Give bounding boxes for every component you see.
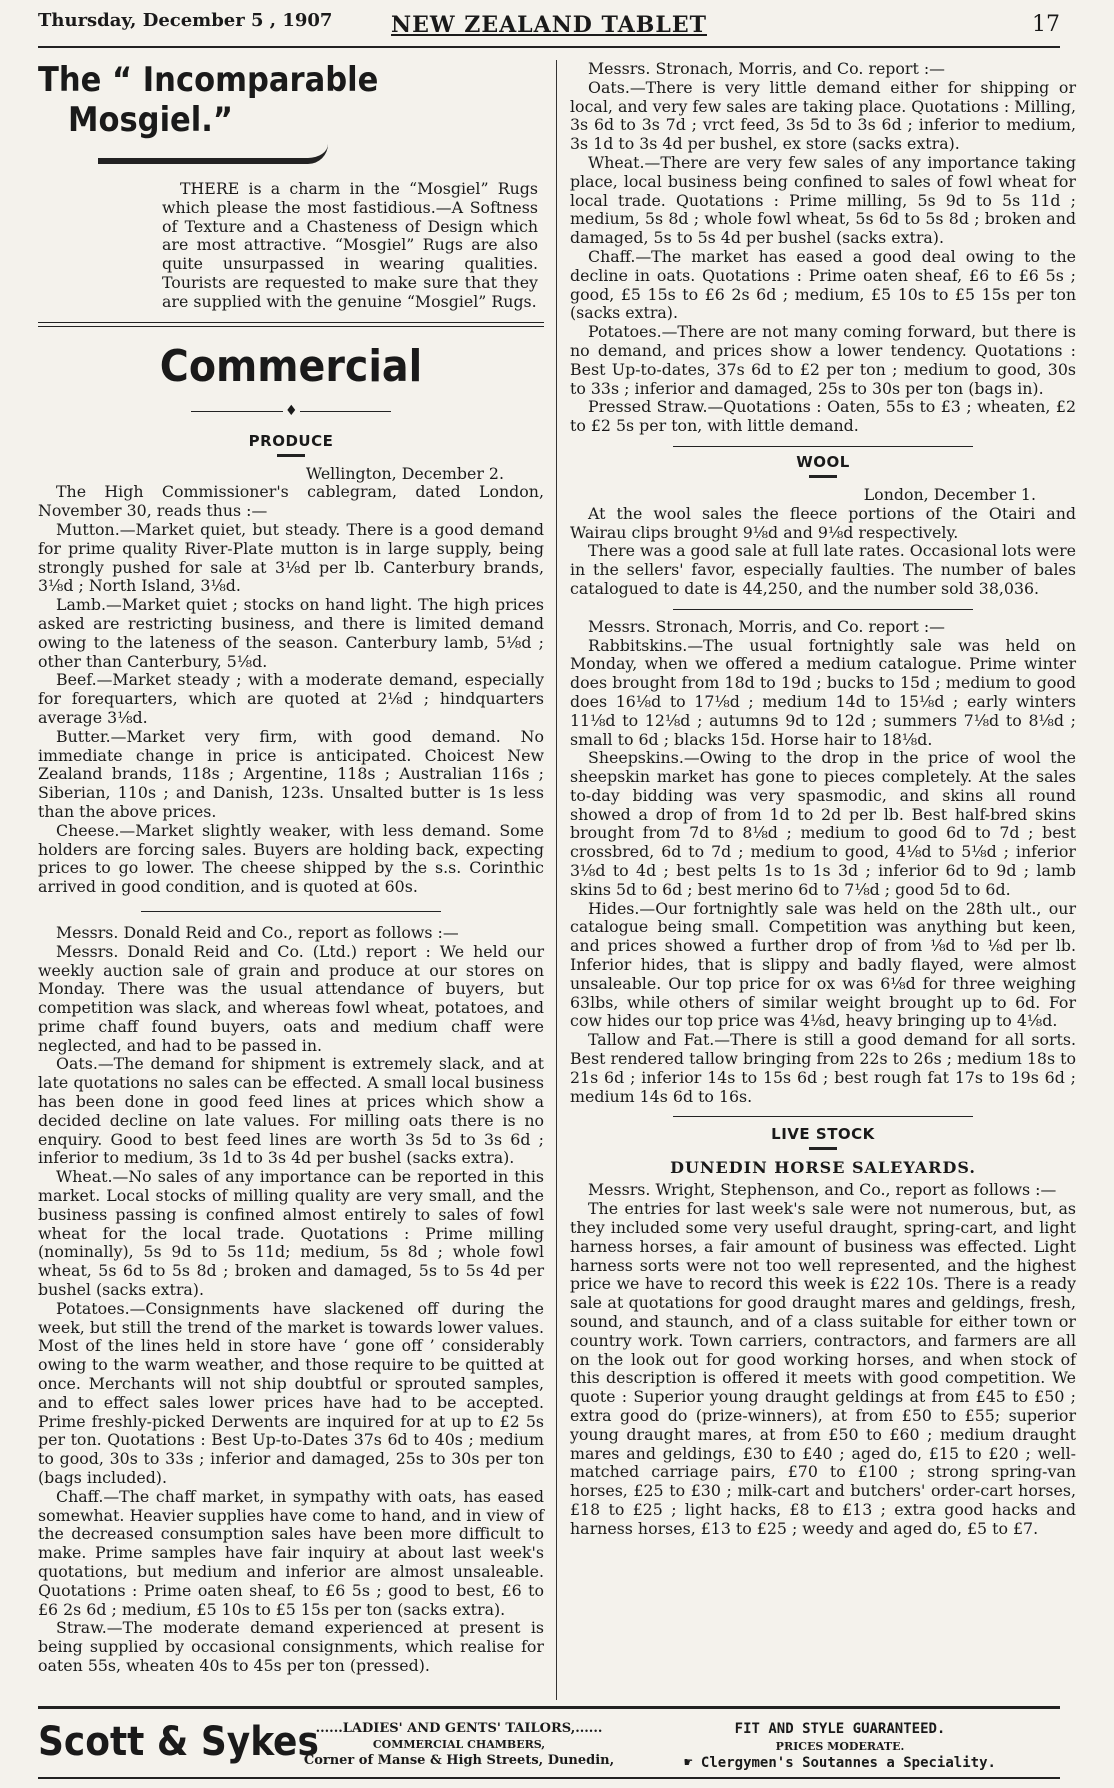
stronach-paragraph: Tallow and Fat.—There is still a good demand for all sorts. Best rendered tallow bringing from 22s to 26s ; medium 18s to 21s 6d ; inferior 14s to 15s 6d ; best rough fat 17s to 19s 6d ; medium 14s 6d to 16s. — [570, 1030, 1076, 1106]
reid-paragraph: Oats.—The demand for shipment is extremely slack, and at late quotations no sales can be effected. A small local business has been done in good feed lines at prices which show a decided decline on late values. For milling oats there is no enquiry. Good to best feed lines are worth 3s 5d to 3s 6d ; inferior to medium, 3s 1d to 3s 4d per bushel (sacks extra). — [38, 1054, 544, 1168]
right-column — [570, 60, 1076, 1539]
section-rule — [38, 322, 544, 327]
diamond-ornament: ♦ — [285, 402, 298, 419]
reid-paragraph: Messrs. Donald Reid and Co. (Ltd.) report : We held our weekly auction sale of grain and produce at our stores on Monday. There was the usual attendance of buyers, but competition was slack, and whereas fowl wheat, potatoes, and prime chaff found buyers, oats and medium chaff were neglected, and had to be passed in. — [38, 941, 544, 1055]
wright-heading: Messrs. Wright, Stephenson, and Co., report as follows :— — [588, 1180, 1057, 1200]
reid-paragraph: Potatoes.—Consignments have slackened off during the week, but still the trend of the market is towards lower values. Most of the lines held in store have ‘ gone off ’ considerably owing to the warm weather, and those require to be quitted at once. Merchants will not ship doubtful or sprouted samples, and to effect sales lower prices have had to be accepted. Prime freshly-picked Derwents are inquired for at up to £2 5s per ton. Quotations : Best Up-to-Dates 37s 6d to 40s ; medium to good, 30s to 33s ; inferior and damaged, 25s to 30s per ton (bags included). — [38, 1298, 544, 1488]
reid-paragraph: Straw.—The moderate demand experienced at present is being supplied by occasional consignments, which realise for oaten 55s, wheaten 40s to 45s per ton (pressed). — [38, 1618, 544, 1675]
issue-date: Thursday, December 5 , 1907 — [38, 10, 333, 31]
saleyards-heading: DUNEDIN HORSE SALEYARDS. — [670, 1158, 976, 1178]
stronach-paragraph: Chaff.—The market has eased a good deal owing to the decline in oats. Quotations : Prime oaten sheaf, £6 to £6 5s ; good, £5 15s to £6 2s 6d ; medium, £5 10s to £5 15s per ton (sacks extra). — [570, 246, 1076, 323]
wool-paragraph: There was a good sale at full late rates. Occasional lots were in the sellers' favor, especially faulties. The number of bales catalogued to date is 44,250, and the number sold 38,036. — [570, 541, 1076, 598]
mosgiel-title-line1: The “ Incomparable — [38, 60, 379, 100]
stronach-paragraph: Pressed Straw.—Quotations : Oaten, 55s to £3 ; wheaten, £2 to £2 5s per ton, with little demand. — [570, 397, 1076, 436]
produce-paragraph: The High Commissioner's cablegram, dated London, November 30, reads thus :— — [38, 482, 544, 521]
speciality-line: ☛ Clergymen's Soutannes a Speciality. — [684, 1755, 996, 1771]
reid-paragraph: Wheat.—No sales of any importance can be reported in this market. Local stocks of milling quality are very small, and the business passing is confined almost entirely to sales of fowl wheat for the local trade. Quotations : Prime milling (nominally), 5s 9d to 5s 11d; medium, 5s 8d ; whole fowl wheat, 5s 6d to 5s 8d ; broken and damaged, 5s to 5s 4d per bushel (sacks extra). — [38, 1167, 544, 1300]
heading-bar — [809, 1147, 837, 1150]
stronach-paragraph: Sheepskins.—Owing to the drop in the price of wool the sheepskin market has gone to pieces completely. At the sales to-day bidding was very spasmodic, and skins all round showed a drop of from 1d to 2d per lb. Best half-bred skins brought from 7d to 8⅛d ; medium to good 6d to 7d ; best crossbred, 6d to 7d ; medium to good, 4⅛d to 5⅛d ; inferior 3⅛d to 4d ; best pelts 1s to 1s 3d ; inferior 6d to 9d ; lamb skins 5d to 6d ; best merino 6d to 7⅛d ; good 5d to 6d. — [570, 748, 1076, 899]
stronach-paragraph: Wheat.—There are very few sales of any importance taking place, local business being confined to sales of fowl wheat for local trade. Quotations : Prime milling, 5s 9d to 5s 11d ; medium, 5s 8d ; whole fowl wheat, 5s 6d to 5s 8d ; broken and damaged, 5s to 5s 4d per bushel (sacks extra). — [570, 152, 1076, 248]
reid-heading: Messrs. Donald Reid and Co., report as follows :— — [56, 922, 459, 942]
tailor-address — [294, 1721, 624, 1769]
wool-paragraph: At the wool sales the fleece portions of the Otairi and Wairau clips brought 9⅛d and 9⅛d respectively. — [570, 503, 1076, 542]
wool-dateline: London, December 1. — [863, 484, 1036, 504]
commercial-heading: Commercial — [159, 340, 423, 392]
wright-paragraph: The entries for last week's sale were not numerous, but, as they included some very useful draught, spring-cart, and light harness horses, a fair amount of business was effected. Light harness sorts were not too well represented, and the highest price we have to record this week is £22 10s. There is a ready sale at quotations for good draught mares and geldings, fresh, sound, and staunch, and of a class suitable for either town or country work. Town carriers, contractors, and farmers are all on the look out for good working horses, and when stock of this description is offered it meets with good competition. We quote : Superior young draught geldings at from £45 to £50 ; extra good do (prize-winners), at from £50 to £55; superior young draught mares, at from £50 to £60 ; medium draught mares and geldings, £30 to £40 ; aged do, £15 to £20 ; well-matched carriage pairs, £70 to £100 ; strong spring-van horses, £25 to £30 ; milk-cart and butchers' order-cart horses, £18 to £25 ; light hacks, £8 to £13 ; extra good hacks and harness horses, £13 to £25 ; weedy and aged do, £5 to £7. — [570, 1199, 1076, 1538]
produce-paragraph: Lamb.—Market quiet ; stocks on hand light. The high prices asked are restricting business, and there is limited demand owing to the lateness of the season. Canterbury lamb, 5⅛d ; other than Canterbury, 5⅛d. — [38, 595, 544, 671]
page-header — [38, 8, 1060, 48]
diamond-rule — [191, 402, 391, 420]
heading-bar — [277, 454, 305, 457]
footer-rule — [38, 1777, 1060, 1779]
footer-advertisement — [38, 1706, 1060, 1779]
slogan-line: FIT AND STYLE GUARANTEED. — [734, 1721, 946, 1737]
heading-bar — [809, 475, 837, 478]
produce-paragraph: Cheese.—Market slightly weaker, with less demand. Some holders are forcing sales. Buyers are holding back, expecting prices to go lower. The cheese shipped by the s.s. Corinthic arrived in good condition, and is quoted at 60s. — [38, 820, 544, 897]
stronach-paragraph: Potatoes.—There are not many coming forward, but there is no demand, and prices show a lower tendency. Quotations : Best Up-to-dates, 37s 6d to £2 per ton ; medium to good, 30s to 33s ; inferior and damaged, 25s to 30s per ton (bags in). — [570, 322, 1076, 398]
stronach-paragraph: Hides.—Our fortnightly sale was held on the 28th ult., our catalogue being small. Competition was anything but keen, and prices showed a further drop of from ⅛d to ⅛d per lb. Inferior hides, that is slippy and badly flayed, were almost unsaleable. Our top price for ox was 6⅛d for three weighing 63lbs, while others of similar weight brought up to 6d. For cow hides our top price was 4⅛d, heavy bringing up to 4⅛d. — [570, 898, 1076, 1031]
produce-paragraph: Beef.—Market steady ; with a moderate demand, especially for forequarters, which are quoted at 2⅛d ; hindquarters average 3⅛d. — [38, 670, 544, 727]
mosgiel-advertisement — [38, 60, 544, 312]
address-line: Corner of Manse & High Streets, Dunedin, — [303, 1753, 615, 1768]
section-rule — [141, 911, 441, 912]
produce-dateline: Wellington, December 2. — [305, 463, 504, 483]
tailor-slogan — [620, 1721, 1060, 1772]
brand-name: Scott & Sykes — [38, 1719, 319, 1765]
livestock-heading: LIVE STOCK — [771, 1125, 875, 1144]
mosgiel-title-line2: Mosgiel.” — [68, 100, 234, 140]
section-rule — [673, 609, 973, 610]
produce-paragraph: Butter.—Market very firm, with good demand. No immediate change in price is anticipated. Choicest New Zealand brands, 118s ; Argentine, 118s ; Australian 116s ; Siberian, 110s ; and Danish, 123s. Unsalted butter is 1s less than the above prices. — [38, 726, 544, 821]
tailor-line: ......LADIES' AND GENTS' TAILORS,...... — [315, 1721, 603, 1736]
stronach-heading: Messrs. Stronach, Morris, and Co. report :— — [588, 59, 945, 78]
stronach-heading: Messrs. Stronach, Morris, and Co. report :— — [588, 616, 945, 636]
left-column — [38, 60, 544, 1676]
title-swoosh — [98, 144, 328, 164]
section-rule — [673, 1116, 973, 1117]
chambers-line: COMMERCIAL CHAMBERS, — [372, 1738, 546, 1751]
produce-paragraph: Mutton.—Market quiet, but steady. There is a good demand for prime quality River-Plate mutton is in large supply, being strongly pushed for sale at 3⅛d per lb. Canterbury brands, 3⅛d ; North Island, 3⅛d. — [38, 519, 544, 596]
prices-line: PRICES MODERATE. — [775, 1740, 905, 1753]
page-number: 17 — [1032, 12, 1060, 37]
wool-heading: WOOL — [796, 452, 850, 471]
mosgiel-title — [38, 60, 544, 140]
column-divider — [556, 60, 557, 1700]
publication-title: NEW ZEALAND TABLET — [391, 12, 707, 38]
produce-heading: PRODUCE — [248, 431, 334, 450]
stronach-paragraph: Rabbitskins.—The usual fortnightly sale was held on Monday, when we offered a medium catalogue. Prime winter does brought from 18d to 19d ; bucks to 15d ; medium to good does 16⅛d to 17⅛d ; medium 14d to 15⅛d ; early winters 11⅛d to 12⅛d ; autumns 9d to 12d ; summers 7⅛d to 8⅛d ; small to 6d ; blacks 15d. Horse hair to 18⅛d. — [570, 635, 1076, 749]
section-rule — [673, 446, 973, 447]
stronach-paragraph: Oats.—There is very little demand either for shipping or local, and very few sales are taking place. Quotations : Milling, 3s 6d to 3s 7d ; vrct feed, 3s 5d to 3s 6d ; inferior to medium, 3s 1d to 3s 4d per bushel, ex store (sacks extra). — [570, 77, 1076, 154]
mosgiel-body: THERE is a charm in the “Mosgiel” Rugs which please the most fastidious.—A Softness of Texture and a Chasteness of Design which are most attractive. “Mosgiel” Rugs are also quite unsurpassed in wearing qualities. Tourists are requested to make sure that they are supplied with the genuine “Mosgiel” Rugs. — [162, 179, 538, 311]
reid-paragraph: Chaff.—The chaff market, in sympathy with oats, has eased somewhat. Heavier supplies have come to hand, and in view of the decreased consumption sales have been more difficult to make. Prime samples have fair inquiry at about last week's quotations, but medium and inferior are almost unsaleable. Quotations : Prime oaten sheaf, to £6 5s ; good to best, £6 to £6 2s 6d ; medium, £5 10s to £5 15s per ton (sacks extra). — [38, 1486, 544, 1619]
